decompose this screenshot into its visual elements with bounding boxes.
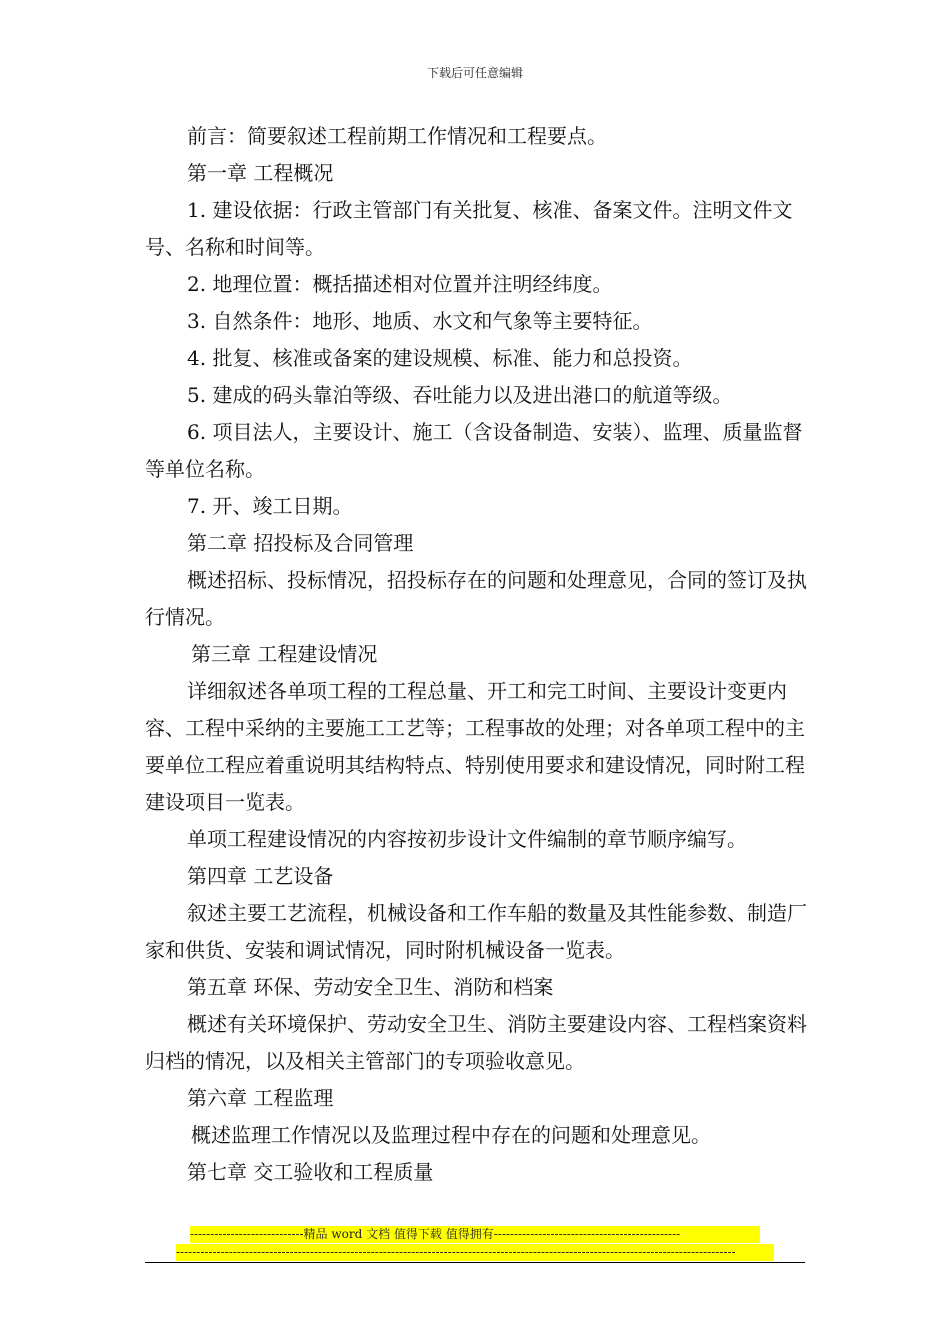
page-header: 下载后可任意编辑 (426, 66, 523, 80)
chapter-1-heading: 第一章 工程概况 (187, 161, 334, 185)
chapter-6-heading: 第六章 工程监理 (187, 1086, 334, 1110)
item-4-paragraph: 4. 批复、核准或备案的建设规模、标准、能力和总投资。 (187, 346, 693, 370)
chapter-2-paragraph: 概述招标、投标情况，招投标存在的问题和处理意见，合同的签订及执行情况。 (145, 568, 807, 629)
item-6-paragraph: 6. 项目法人，主要设计、施工（含设备制造、安装）、监理、质量监督等单位名称。 (145, 420, 803, 481)
footer-banner-line-2: ------------------------------------------------------------------------------------------------------------------------------------------ (176, 1244, 774, 1261)
chapter-7-heading: 第七章 交工验收和工程质量 (187, 1160, 434, 1184)
chapter-3-note-paragraph: 单项工程建设情况的内容按初步设计文件编制的章节顺序编写。 (187, 827, 747, 851)
chapter-4-heading: 第四章 工艺设备 (187, 864, 334, 888)
item-5-paragraph: 5. 建成的码头靠泊等级、吞吐能力以及进出港口的航道等级。 (187, 383, 733, 407)
item-7-paragraph: 7. 开、竣工日期。 (187, 494, 353, 518)
chapter-4-paragraph: 叙述主要工艺流程，机械设备和工作车船的数量及其性能参数、制造厂家和供货、安装和调试情况，同时附机械设备一览表。 (145, 901, 807, 962)
preface-paragraph: 前言：简要叙述工程前期工作情况和工程要点。 (187, 124, 607, 148)
chapter-2-heading: 第二章 招投标及合同管理 (187, 531, 414, 555)
chapter-3-paragraph: 详细叙述各单项工程的工程总量、开工和完工时间、主要设计变更内容、工程中采纳的主要施工工艺等；工程事故的处理；对各单项工程中的主要单位工程应着重说明其结构特点、特别使用要求和建设情况，同时附工程建设项目一览表。 (145, 679, 805, 814)
chapter-5-heading: 第五章 环保、劳动安全卫生、消防和档案 (187, 975, 554, 999)
item-1-paragraph: 1. 建设依据：行政主管部门有关批复、核准、备案文件。注明文件文号、名称和时间等。 (145, 198, 793, 259)
chapter-3-heading: 第三章 工程建设情况 (191, 642, 378, 666)
chapter-6-paragraph: 概述监理工作情况以及监理过程中存在的问题和处理意见。 (191, 1123, 711, 1147)
item-3-paragraph: 3. 自然条件：地形、地质、水文和气象等主要特征。 (187, 309, 653, 333)
footer-banner-line-1: ----------------------------精品 word 文档 值得下载 值得拥有---------------------------------------------- (190, 1226, 760, 1243)
document-body (145, 118, 811, 1191)
item-2-paragraph: 2. 地理位置：概括描述相对位置并注明经纬度。 (187, 272, 613, 296)
chapter-5-paragraph: 概述有关环境保护、劳动安全卫生、消防主要建设内容、工程档案资料归档的情况，以及相关主管部门的专项验收意见。 (145, 1012, 807, 1073)
footer-rule (145, 1262, 805, 1263)
